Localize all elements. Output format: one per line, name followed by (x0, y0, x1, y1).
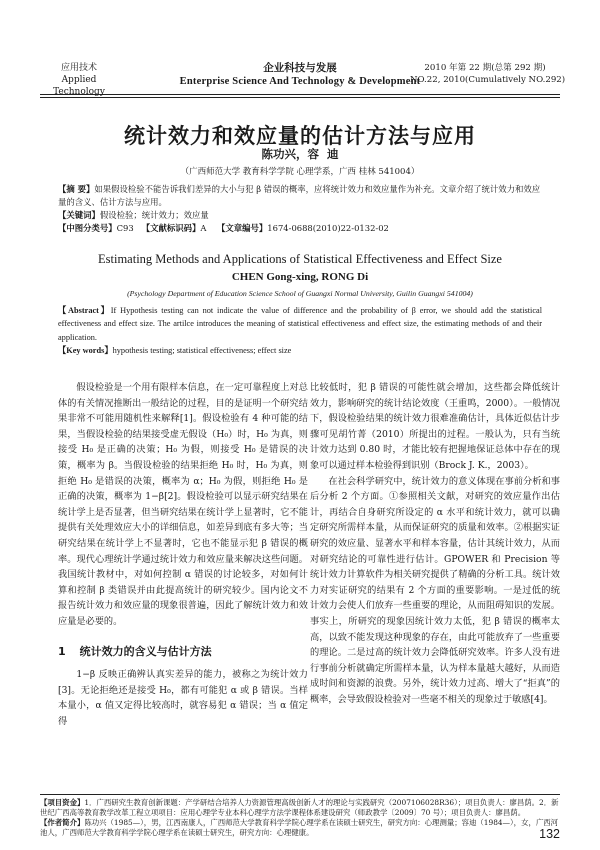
abstract-cn-body (58, 183, 542, 209)
body-column-left (58, 380, 308, 729)
keywords-en (58, 344, 542, 357)
author-note (40, 818, 560, 838)
paper-title: 统计效力和效应量的估计方法与应用 (124, 123, 476, 148)
doc-code-label: 【文献标识码】 (141, 223, 201, 233)
abstract-en-label: 【Abstract】 (58, 306, 111, 315)
abstract-cn (58, 183, 542, 235)
section-title: 统计效力的含义与估计方法 (79, 644, 212, 658)
abstract-label: 【摘 要】 (58, 184, 95, 194)
body-column-right (310, 380, 560, 707)
funding-text: 1．广西研究生教育创新课题：产学研结合培养人力资源管理高级创新人才的理论与实践研究（2007106028R36）；项目负责人：廖昌荫。2．新世纪广西高等教育教学改革工程立项项目：应用心理学专业本科心理学方法学课程体系建设研究（师政教学〔2009〕70 号）；项目负责人：廖昌荫。 (40, 798, 559, 817)
keywords-en-text: hypothesis testing; statistical effectiveness; effect size (112, 346, 292, 356)
keywords-label: 【关键词】 (58, 210, 100, 220)
section-label-en: Applied Technology (53, 75, 105, 97)
issue-info (410, 62, 566, 86)
journal-name-cn: 企业科技与发展 (263, 62, 337, 74)
section-label (40, 62, 118, 98)
keywords-cn (58, 209, 542, 222)
english-affiliation: (Psychology Department of Education Science School of Guangxi Normal University, Guilin Guangxi 541004) (127, 289, 473, 298)
body-paragraph: 假设检验是一个用有限样本信息，在一定可靠程度上对总体的有关情况推断出一般结论的过程，目的是证明一个研究结果非常不可能用随机性来解释[1]。假设检验有 4 种可能的结果，当假设检验的结果接受虚无假设（H₀）时，H₀ 为真，则接受 H₀ 是正确的决策；H₀ 为假，则接受 H₀ 是错误的决策，概率为 β。当假设检验的结果拒绝 H₀ 时，H₀ 为真，则拒绝 H₀ 是错误的决策，概率为 α；H₀ 为假，则拒绝 H₀ 是正确的决策，概率为 1−β[2]。假设检验可以显示研究结果在统计学上是否显著，但当研究结果在统计学上显著时，它不能提供有关处理效应大小的详细信息，如差异到底有多大等；当研究结果在统计学上不显著时，它也不能显示犯 β 错误的概率。现代心理统计学通过统计效力和效应量来解决这些问题。我国统计教材中，对如何控制 α 错误的讨论较多，对如何计算和控制 β 类错误并由此提高统计的研究较少。国内论文不报告统计效力和效应量的现象很普遍，因此了解统计效力和效应量是必要的。 (58, 382, 308, 627)
abstract-en-text: If Hypothesis testing can not indicate the value of difference and the probability of β error, we should add the statistical effectiveness and effect size. The artilce introduces the meaning of statistical effectiveness and effect size, the estimating methods of and their application. (58, 306, 543, 342)
running-header (40, 62, 566, 97)
abstract-text: 如果假设检验不能告诉我们差异的大小与犯 β 错误的概率，应将统计效力和效应量作为补充。文章介绍了统计效力和效应量的含义、估计方法与应用。 (58, 184, 541, 207)
issue-info-en: NO.22, 2010(Cumulatively NO.292) (410, 75, 566, 85)
journal-name-en: Enterprise Science And Technology & Development (179, 76, 421, 87)
body-paragraph: 比较低时，犯 β 错误的可能性就会增加，这些都会降低统计效力，影响研究的统计结论效度（王重鸣，2000）。一般情况下，假设检验结果的统计效力很难准确估计，具体近似估计步骤可见胡竹菁（2010）所提出的过程。一般认为，只有当统计效力达到 0.80 时，才能比较有把握地保证总体中存在的现象可以通过样本检验得到识别（Brock J. K.，2003）。 (310, 382, 560, 471)
header-rule-thin (40, 97, 560, 98)
abstract-en-body (58, 304, 542, 344)
journal-name (160, 62, 440, 88)
issue-info-cn: 2010 年第 22 期(总第 292 期) (424, 63, 546, 73)
funding-note (40, 798, 560, 818)
body-paragraph: 1−β 反映正确辨认真实差异的能力，被称之为统计效力[3]。无论拒绝还是接受 H₀，都有可能犯 α 或 β 错误。当样本量小，α 值又定得比较高时，就容易犯 α 错误；当 α 值定得 (58, 669, 308, 727)
funding-label: 【项目资金】 (40, 798, 85, 807)
section-heading (58, 644, 308, 660)
article-number-value: 1674-0688(2010)22-0132-02 (267, 223, 389, 233)
english-title: Estimating Methods and Applications of Statistical Effectiveness and Effect Size (98, 252, 502, 266)
keywords-en-label: 【Key words】 (58, 346, 113, 356)
classification-line (58, 222, 542, 235)
body-paragraph: 在社会科学研究中，统计效力的意义体现在事前分析和事后分析 2 个方面。①参照相关文献，对研究的效应量作出估计，再结合自身研究所设定的 α 水平和统计效力，就可以确定研究所需样本量，从而保证研究的质量和效率。②根据实证研究的效应量、显著水平和样本容量，估计其统计效力，从而对研究结论的可靠性进行估计。GPOWER 和 Precision 等统计效力计算软件为相关研究提供了精确的分析工具。统计效力对实证研究的结果有 2 个方面的重要影响。一是过低的统计效力会使人们放弃一些重要的理论，从而阻碍知识的发展。事实上，所研究的现象因统计效力太低，犯 β 错误的概率太高，以致不能发现这种现象的存在，由此可能放弃了一些重要的理论。二是过高的统计效力会降低研究效率。许多人没有进行事前分析就确定所需样本量，认为样本量越大越好，从而造成时间和资源的浪费。另外，统计效力过高、增大了“拒真”的概率，会导致假设检验对一些毫不相关的现象过于敏感[4]。 (310, 475, 560, 705)
author-bio-label: 【作者简介】 (40, 818, 85, 827)
author-bio-text: 陈功兴（1985—），男，江西南康人，广西师范大学教育科学学院心理学系在读硕士研究生，研究方向：心理测量；容迪（1984—），女，广西河池人，广西师范大学教育科学学院心理学系在读硕士研究生，研究方向：心理健康。 (40, 818, 559, 837)
clc-value: C93 (116, 223, 134, 233)
section-label-cn: 应用技术 (60, 63, 97, 73)
doc-code-value: A (200, 223, 207, 233)
abstract-en (58, 304, 542, 358)
page-number: 132 (539, 827, 560, 841)
keywords-text: 假设检验；统计效力；效应量 (99, 210, 209, 220)
article-number-label: 【文章编号】 (217, 223, 268, 233)
paper-affiliation: （广西师范大学 教育科学学院 心理学系，广西 桂林 541004） (180, 167, 420, 177)
header-rule (40, 94, 560, 95)
footnotes (40, 798, 560, 838)
section-number: 1 (58, 644, 66, 658)
english-authors: CHEN Gong-xing, RONG Di (231, 271, 369, 283)
clc-label: 【中图分类号】 (58, 223, 117, 233)
footnote-rule (40, 794, 560, 795)
paper-authors: 陈功兴，容 迪 (261, 147, 339, 161)
